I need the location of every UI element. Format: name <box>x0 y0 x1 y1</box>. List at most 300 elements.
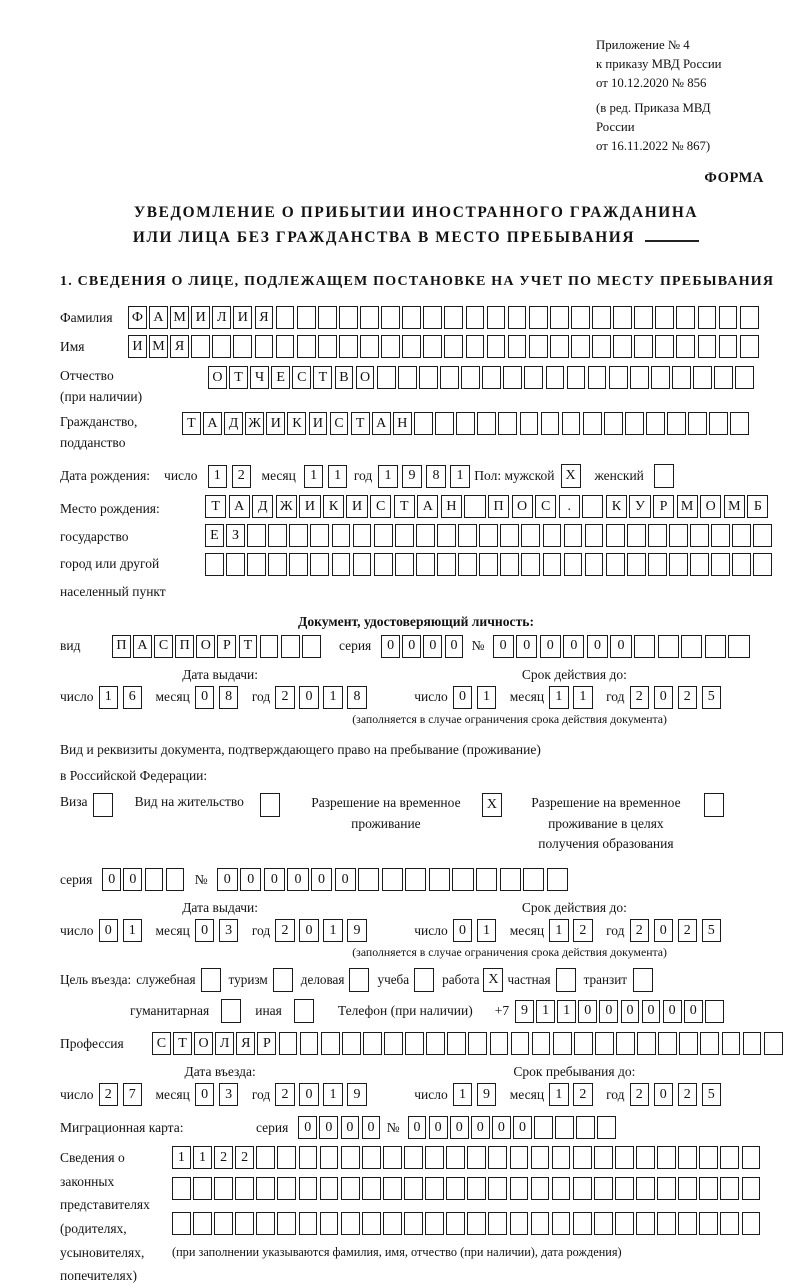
char-box[interactable] <box>699 1212 718 1235</box>
char-box[interactable]: 0 <box>298 1116 317 1139</box>
char-box[interactable] <box>556 968 576 992</box>
char-box[interactable]: Ж <box>245 412 264 435</box>
char-box[interactable] <box>145 868 164 891</box>
char-box[interactable] <box>585 553 604 576</box>
char-box[interactable]: 1 <box>123 919 143 942</box>
char-box[interactable]: И <box>309 412 328 435</box>
char-box[interactable]: X <box>561 464 581 488</box>
char-box[interactable] <box>676 306 695 329</box>
char-box[interactable] <box>477 412 496 435</box>
char-box[interactable] <box>435 412 454 435</box>
char-box[interactable] <box>488 1146 507 1169</box>
char-box[interactable] <box>458 553 477 576</box>
char-box[interactable]: 0 <box>217 868 238 891</box>
char-box[interactable]: С <box>152 1032 171 1055</box>
char-box[interactable]: 0 <box>493 635 514 658</box>
char-box[interactable] <box>440 366 459 389</box>
char-box[interactable] <box>416 524 435 547</box>
char-box[interactable] <box>541 412 560 435</box>
char-box[interactable]: З <box>226 524 245 547</box>
char-box[interactable] <box>341 1212 360 1235</box>
char-box[interactable] <box>339 335 358 358</box>
char-box[interactable]: 0 <box>642 1000 661 1023</box>
char-box[interactable] <box>321 1032 340 1055</box>
purpose-work-checkbox[interactable] <box>483 968 503 992</box>
char-box[interactable] <box>414 968 434 992</box>
phone-boxes[interactable] <box>515 1000 726 1023</box>
char-box[interactable] <box>740 335 759 358</box>
char-box[interactable]: И <box>191 306 210 329</box>
entry-month-boxes[interactable] <box>195 1083 243 1106</box>
char-box[interactable] <box>260 793 280 817</box>
char-box[interactable]: Я <box>255 306 274 329</box>
char-box[interactable]: Р <box>217 635 236 658</box>
char-box[interactable] <box>720 1212 739 1235</box>
char-box[interactable]: Л <box>212 306 231 329</box>
stay-day-boxes[interactable] <box>453 1083 501 1106</box>
char-box[interactable] <box>349 968 369 992</box>
char-box[interactable] <box>437 553 456 576</box>
char-box[interactable]: И <box>346 495 367 518</box>
char-box[interactable] <box>676 335 695 358</box>
representatives-row3-boxes[interactable] <box>172 1212 763 1235</box>
char-box[interactable] <box>615 1146 634 1169</box>
char-box[interactable] <box>446 1146 465 1169</box>
char-box[interactable] <box>300 1032 319 1055</box>
char-box[interactable] <box>508 306 527 329</box>
char-box[interactable] <box>461 366 480 389</box>
char-box[interactable]: 1 <box>323 919 343 942</box>
char-box[interactable] <box>289 524 308 547</box>
char-box[interactable] <box>374 553 393 576</box>
char-box[interactable] <box>358 868 379 891</box>
char-box[interactable]: 1 <box>557 1000 576 1023</box>
char-box[interactable] <box>742 1177 761 1200</box>
char-box[interactable] <box>256 1146 275 1169</box>
char-box[interactable]: Б <box>747 495 768 518</box>
representatives-row1-boxes[interactable] <box>172 1146 763 1169</box>
char-box[interactable] <box>404 1212 423 1235</box>
char-box[interactable] <box>273 968 293 992</box>
char-box[interactable] <box>705 635 726 658</box>
char-box[interactable] <box>634 635 655 658</box>
identity-expiry-year-boxes[interactable] <box>630 686 726 709</box>
char-box[interactable]: 1 <box>549 1083 569 1106</box>
char-box[interactable]: 0 <box>299 919 319 942</box>
char-box[interactable] <box>571 306 590 329</box>
char-box[interactable] <box>720 1177 739 1200</box>
char-box[interactable] <box>281 635 300 658</box>
char-box[interactable] <box>508 335 527 358</box>
char-box[interactable] <box>201 968 221 992</box>
char-box[interactable]: 0 <box>102 868 121 891</box>
char-box[interactable] <box>302 635 321 658</box>
char-box[interactable] <box>609 366 628 389</box>
char-box[interactable] <box>467 1146 486 1169</box>
char-box[interactable] <box>524 366 543 389</box>
char-box[interactable]: 2 <box>678 1083 698 1106</box>
char-box[interactable]: М <box>149 335 168 358</box>
char-box[interactable] <box>193 1212 212 1235</box>
char-box[interactable]: 0 <box>654 1083 674 1106</box>
char-box[interactable]: 1 <box>208 465 228 488</box>
char-box[interactable]: 5 <box>702 919 722 942</box>
char-box[interactable]: Р <box>653 495 674 518</box>
char-box[interactable] <box>627 524 646 547</box>
char-box[interactable]: 1 <box>323 1083 343 1106</box>
char-box[interactable] <box>698 335 717 358</box>
char-box[interactable]: Е <box>205 524 224 547</box>
char-box[interactable]: 2 <box>630 1083 650 1106</box>
char-box[interactable] <box>277 1146 296 1169</box>
char-box[interactable]: Р <box>257 1032 276 1055</box>
char-box[interactable] <box>276 306 295 329</box>
char-box[interactable] <box>714 366 733 389</box>
char-box[interactable]: 2 <box>214 1146 233 1169</box>
char-box[interactable] <box>247 524 266 547</box>
residence-issue-month-boxes[interactable] <box>195 919 243 942</box>
char-box[interactable] <box>742 1146 761 1169</box>
char-box[interactable]: 0 <box>311 868 332 891</box>
char-box[interactable]: 0 <box>99 919 119 942</box>
char-box[interactable]: 1 <box>549 686 569 709</box>
char-box[interactable]: 1 <box>304 465 324 488</box>
char-box[interactable] <box>437 524 456 547</box>
char-box[interactable] <box>564 524 583 547</box>
char-box[interactable] <box>487 335 506 358</box>
char-box[interactable]: 1 <box>323 686 343 709</box>
char-box[interactable] <box>332 553 351 576</box>
purpose-official-checkbox[interactable] <box>201 968 221 992</box>
char-box[interactable] <box>562 412 581 435</box>
char-box[interactable] <box>377 366 396 389</box>
char-box[interactable]: О <box>700 495 721 518</box>
char-box[interactable]: 0 <box>362 1116 381 1139</box>
char-box[interactable] <box>444 335 463 358</box>
char-box[interactable] <box>362 1212 381 1235</box>
char-box[interactable] <box>479 524 498 547</box>
char-box[interactable]: 1 <box>328 465 348 488</box>
char-box[interactable] <box>550 335 569 358</box>
char-box[interactable]: У <box>629 495 650 518</box>
char-box[interactable] <box>627 553 646 576</box>
option-visa-checkbox[interactable] <box>93 793 113 817</box>
char-box[interactable]: Я <box>236 1032 255 1055</box>
char-box[interactable] <box>543 553 562 576</box>
char-box[interactable]: 3 <box>219 1083 239 1106</box>
char-box[interactable] <box>476 868 497 891</box>
firstname-boxes[interactable] <box>128 335 761 358</box>
char-box[interactable] <box>688 412 707 435</box>
char-box[interactable]: 0 <box>453 919 473 942</box>
char-box[interactable] <box>742 1212 761 1235</box>
char-box[interactable] <box>429 868 450 891</box>
char-box[interactable]: Е <box>271 366 290 389</box>
char-box[interactable]: Т <box>182 412 201 435</box>
char-box[interactable] <box>172 1212 191 1235</box>
char-box[interactable]: Ч <box>250 366 269 389</box>
char-box[interactable]: О <box>196 635 215 658</box>
char-box[interactable] <box>503 366 522 389</box>
char-box[interactable] <box>226 553 245 576</box>
char-box[interactable] <box>318 335 337 358</box>
char-box[interactable] <box>616 1032 635 1055</box>
char-box[interactable] <box>360 306 379 329</box>
char-box[interactable]: 0 <box>195 919 215 942</box>
char-box[interactable]: Д <box>224 412 243 435</box>
char-box[interactable]: 0 <box>450 1116 469 1139</box>
char-box[interactable] <box>404 1146 423 1169</box>
char-box[interactable] <box>672 366 691 389</box>
char-box[interactable] <box>320 1177 339 1200</box>
char-box[interactable]: 6 <box>123 686 143 709</box>
identity-issue-month-boxes[interactable] <box>195 686 243 709</box>
char-box[interactable] <box>743 1032 762 1055</box>
char-box[interactable]: А <box>372 412 391 435</box>
char-box[interactable] <box>500 553 519 576</box>
char-box[interactable] <box>277 1212 296 1235</box>
char-box[interactable]: 1 <box>378 465 398 488</box>
char-box[interactable] <box>613 335 632 358</box>
char-box[interactable]: О <box>194 1032 213 1055</box>
birth-year-boxes[interactable] <box>378 465 474 488</box>
char-box[interactable] <box>651 366 670 389</box>
char-box[interactable] <box>381 335 400 358</box>
char-box[interactable] <box>310 524 329 547</box>
char-box[interactable] <box>425 1212 444 1235</box>
char-box[interactable] <box>444 306 463 329</box>
char-box[interactable] <box>567 366 586 389</box>
char-box[interactable]: 2 <box>232 465 252 488</box>
char-box[interactable] <box>268 553 287 576</box>
purpose-business-checkbox[interactable] <box>349 968 369 992</box>
char-box[interactable] <box>646 412 665 435</box>
char-box[interactable] <box>732 524 751 547</box>
char-box[interactable]: А <box>133 635 152 658</box>
char-box[interactable]: 0 <box>423 635 442 658</box>
char-box[interactable] <box>488 1212 507 1235</box>
char-box[interactable] <box>595 1032 614 1055</box>
char-box[interactable] <box>500 524 519 547</box>
char-box[interactable]: 9 <box>402 465 422 488</box>
char-box[interactable] <box>529 306 548 329</box>
char-box[interactable]: И <box>233 306 252 329</box>
char-box[interactable] <box>594 1212 613 1235</box>
char-box[interactable] <box>488 1177 507 1200</box>
char-box[interactable]: С <box>370 495 391 518</box>
sex-male-checkbox[interactable] <box>561 464 581 488</box>
char-box[interactable] <box>583 412 602 435</box>
residence-expiry-year-boxes[interactable] <box>630 919 726 942</box>
char-box[interactable]: 0 <box>195 1083 215 1106</box>
char-box[interactable]: О <box>512 495 533 518</box>
identity-doc-kind-boxes[interactable] <box>112 635 323 658</box>
char-box[interactable] <box>402 306 421 329</box>
char-box[interactable] <box>510 1177 529 1200</box>
char-box[interactable] <box>699 1177 718 1200</box>
char-box[interactable] <box>705 1000 724 1023</box>
char-box[interactable]: 2 <box>275 686 295 709</box>
char-box[interactable]: 0 <box>287 868 308 891</box>
char-box[interactable] <box>279 1032 298 1055</box>
char-box[interactable] <box>740 306 759 329</box>
char-box[interactable] <box>310 553 329 576</box>
char-box[interactable] <box>753 524 772 547</box>
char-box[interactable] <box>625 412 644 435</box>
char-box[interactable] <box>423 335 442 358</box>
char-box[interactable] <box>654 464 674 488</box>
char-box[interactable] <box>256 1212 275 1235</box>
char-box[interactable] <box>564 553 583 576</box>
char-box[interactable]: Ж <box>276 495 297 518</box>
char-box[interactable] <box>511 1032 530 1055</box>
char-box[interactable]: 0 <box>563 635 584 658</box>
migration-number-boxes[interactable] <box>408 1116 619 1139</box>
char-box[interactable] <box>764 1032 783 1055</box>
char-box[interactable] <box>268 524 287 547</box>
char-box[interactable]: 2 <box>275 1083 295 1106</box>
char-box[interactable] <box>753 553 772 576</box>
char-box[interactable] <box>588 366 607 389</box>
char-box[interactable] <box>446 1177 465 1200</box>
char-box[interactable] <box>320 1146 339 1169</box>
char-box[interactable] <box>735 366 754 389</box>
char-box[interactable] <box>594 1177 613 1200</box>
identity-issue-day-boxes[interactable] <box>99 686 147 709</box>
char-box[interactable]: И <box>299 495 320 518</box>
char-box[interactable]: 0 <box>341 1116 360 1139</box>
char-box[interactable]: 0 <box>445 635 464 658</box>
char-box[interactable] <box>423 306 442 329</box>
char-box[interactable] <box>318 306 337 329</box>
char-box[interactable] <box>669 553 688 576</box>
char-box[interactable] <box>353 553 372 576</box>
char-box[interactable]: 0 <box>663 1000 682 1023</box>
char-box[interactable] <box>205 553 224 576</box>
char-box[interactable] <box>342 1032 361 1055</box>
char-box[interactable] <box>294 999 314 1023</box>
residence-number-boxes[interactable] <box>217 868 571 891</box>
identity-expiry-month-boxes[interactable] <box>549 686 597 709</box>
char-box[interactable] <box>655 335 674 358</box>
char-box[interactable]: 0 <box>578 1000 597 1023</box>
char-box[interactable] <box>732 553 751 576</box>
char-box[interactable]: О <box>356 366 375 389</box>
char-box[interactable] <box>456 412 475 435</box>
char-box[interactable]: Н <box>393 412 412 435</box>
profession-boxes[interactable] <box>152 1032 785 1055</box>
char-box[interactable] <box>299 1146 318 1169</box>
char-box[interactable] <box>699 1146 718 1169</box>
purpose-other-checkbox[interactable] <box>294 999 314 1023</box>
char-box[interactable] <box>552 1212 571 1235</box>
char-box[interactable]: Т <box>313 366 332 389</box>
char-box[interactable] <box>425 1177 444 1200</box>
char-box[interactable] <box>657 1212 676 1235</box>
residence-series-boxes[interactable] <box>102 868 186 891</box>
char-box[interactable]: 0 <box>195 686 215 709</box>
char-box[interactable]: 1 <box>172 1146 191 1169</box>
char-box[interactable]: Л <box>215 1032 234 1055</box>
char-box[interactable] <box>255 335 274 358</box>
migration-series-boxes[interactable] <box>298 1116 382 1139</box>
char-box[interactable]: 0 <box>123 868 142 891</box>
char-box[interactable] <box>585 524 604 547</box>
char-box[interactable]: 2 <box>630 686 650 709</box>
char-box[interactable] <box>191 335 210 358</box>
char-box[interactable] <box>552 1177 571 1200</box>
char-box[interactable] <box>339 306 358 329</box>
birthplace-row2-boxes[interactable] <box>205 524 775 547</box>
char-box[interactable]: 0 <box>621 1000 640 1023</box>
char-box[interactable] <box>299 1177 318 1200</box>
char-box[interactable]: 0 <box>299 686 319 709</box>
char-box[interactable]: 1 <box>193 1146 212 1169</box>
char-box[interactable] <box>214 1177 233 1200</box>
char-box[interactable] <box>582 495 603 518</box>
char-box[interactable]: И <box>128 335 147 358</box>
char-box[interactable] <box>711 524 730 547</box>
char-box[interactable] <box>573 1177 592 1200</box>
char-box[interactable] <box>487 306 506 329</box>
char-box[interactable]: Т <box>239 635 258 658</box>
char-box[interactable] <box>404 1177 423 1200</box>
char-box[interactable] <box>547 868 568 891</box>
char-box[interactable] <box>636 1146 655 1169</box>
char-box[interactable] <box>193 1177 212 1200</box>
char-box[interactable] <box>648 524 667 547</box>
char-box[interactable] <box>728 635 749 658</box>
char-box[interactable]: П <box>112 635 131 658</box>
char-box[interactable] <box>520 412 539 435</box>
char-box[interactable]: К <box>323 495 344 518</box>
char-box[interactable] <box>405 868 426 891</box>
char-box[interactable]: Д <box>252 495 273 518</box>
char-box[interactable] <box>667 412 686 435</box>
char-box[interactable]: 7 <box>123 1083 143 1106</box>
char-box[interactable] <box>381 306 400 329</box>
char-box[interactable]: Т <box>229 366 248 389</box>
char-box[interactable]: 2 <box>99 1083 119 1106</box>
lastname-boxes[interactable] <box>128 306 761 329</box>
char-box[interactable] <box>606 553 625 576</box>
char-box[interactable]: . <box>559 495 580 518</box>
char-box[interactable] <box>550 306 569 329</box>
char-box[interactable] <box>606 524 625 547</box>
char-box[interactable] <box>416 553 435 576</box>
char-box[interactable] <box>648 553 667 576</box>
char-box[interactable]: 3 <box>219 919 239 942</box>
char-box[interactable]: 0 <box>264 868 285 891</box>
char-box[interactable] <box>730 412 749 435</box>
char-box[interactable] <box>498 412 517 435</box>
char-box[interactable]: 5 <box>702 1083 722 1106</box>
char-box[interactable] <box>289 553 308 576</box>
char-box[interactable] <box>630 366 649 389</box>
char-box[interactable] <box>466 306 485 329</box>
char-box[interactable]: 0 <box>587 635 608 658</box>
char-box[interactable] <box>93 793 113 817</box>
char-box[interactable]: 2 <box>678 919 698 942</box>
char-box[interactable]: 0 <box>654 686 674 709</box>
char-box[interactable] <box>711 553 730 576</box>
char-box[interactable] <box>690 524 709 547</box>
stay-month-boxes[interactable] <box>549 1083 597 1106</box>
char-box[interactable] <box>573 1146 592 1169</box>
purpose-private-checkbox[interactable] <box>556 968 576 992</box>
char-box[interactable]: 0 <box>319 1116 338 1139</box>
char-box[interactable]: 1 <box>477 686 497 709</box>
